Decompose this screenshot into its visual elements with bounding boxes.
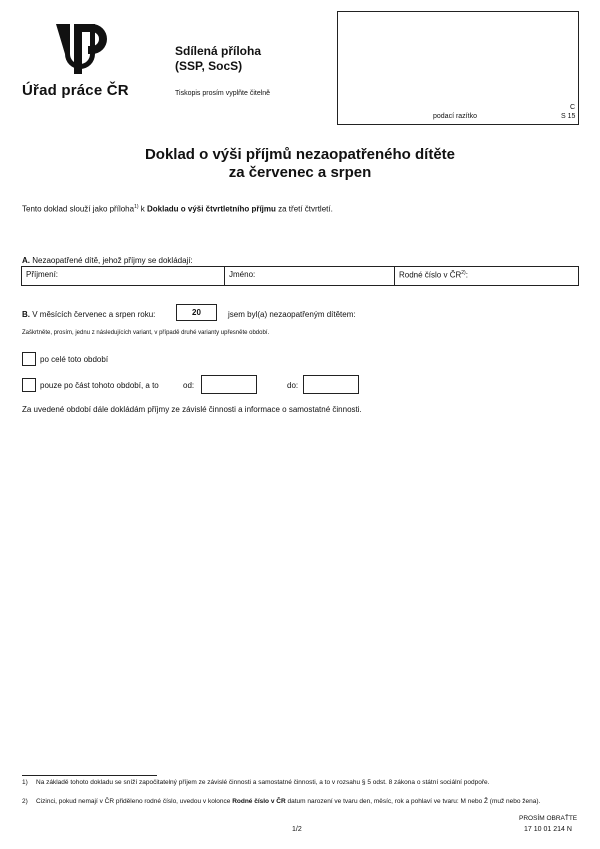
stamp-label: podací razítko bbox=[433, 113, 477, 120]
intro-after: za třetí čtvrtletí. bbox=[275, 204, 333, 214]
footnote-2 bbox=[22, 798, 578, 807]
form-code-number: S 15 bbox=[561, 113, 576, 120]
from-label: od: bbox=[183, 381, 195, 390]
intro-mid: k bbox=[138, 204, 147, 214]
section-a-label: Nezaopatřené dítě, jehož příjmy se dokládají: bbox=[30, 256, 193, 265]
footnote-2-bold: Rodné číslo v ČR bbox=[232, 798, 286, 805]
partial-period-label: pouze po část tohoto období, a to bbox=[40, 381, 159, 390]
footnote-2-after: datum narození ve tvaru den, měsíc, rok a pohlaví ve tvaru: M nebo Ž (muž nebo žena). bbox=[285, 798, 541, 805]
first-name-label: Jméno: bbox=[229, 270, 256, 279]
intro-before: Tento doklad slouží jako příloha bbox=[22, 204, 135, 214]
document-title-line1: Doklad o výši příjmů nezaopatřeného dítěte bbox=[144, 146, 456, 163]
birth-number-colon: : bbox=[465, 270, 468, 280]
form-subtitle: (SSP, SocS) bbox=[175, 59, 243, 73]
birth-number-label: Rodné číslo v ČR bbox=[399, 270, 462, 280]
form-title: Sdílená příloha bbox=[175, 44, 262, 58]
document-code: 17 10 01 214 N bbox=[524, 826, 572, 833]
to-label: do: bbox=[287, 381, 299, 390]
stamp-box bbox=[337, 11, 579, 125]
to-date-field[interactable] bbox=[303, 375, 359, 394]
section-b-after-label: jsem byl(a) nezaopatřeným dítětem: bbox=[228, 310, 356, 319]
footnote-1-number: 1) bbox=[22, 779, 28, 786]
footnote-1-text: Na základě tohoto dokladu se sníží započitatelný příjem ze závislé činnosti a samostatné činnosti, a to v rozsahu § 5 odst. 8 zákona o státní sociální podpoře. bbox=[36, 779, 490, 786]
intro-text bbox=[22, 204, 333, 214]
section-b-label: V měsících červenec a srpen roku: bbox=[30, 310, 156, 319]
intro-bold: Dokladu o výši čtvrtletního příjmu bbox=[146, 204, 276, 214]
document-title-line2: za červenec a srpen bbox=[228, 164, 372, 181]
first-name-field[interactable] bbox=[225, 267, 395, 285]
child-identity-table bbox=[21, 266, 579, 286]
surname-field[interactable] bbox=[22, 267, 225, 285]
closing-text: Za uvedené období dále dokládám příjmy ze závislé činnosti a informace o samostatné činnosti. bbox=[22, 405, 362, 414]
instruction-text: Zaškrtněte, prosím, jednu z následujících variant, v případě druhé varianty upřesněte období. bbox=[22, 330, 270, 336]
section-a-letter: A. bbox=[22, 256, 30, 265]
birth-number-field[interactable] bbox=[395, 267, 578, 285]
footnote-2-number: 2) bbox=[22, 798, 28, 805]
footnote-2-text bbox=[36, 798, 540, 807]
footnote-ref-1: 1) bbox=[134, 204, 139, 210]
surname-label: Příjmení: bbox=[26, 270, 59, 279]
footnote-divider bbox=[22, 775, 157, 776]
full-period-checkbox[interactable] bbox=[22, 352, 36, 366]
page-number: 1/2 bbox=[292, 826, 302, 833]
footnote-2-before: Cizinci, pokud nemají v ČR přiděleno rodné číslo, uvedou v kolonce bbox=[36, 798, 233, 805]
partial-period-checkbox[interactable] bbox=[22, 378, 36, 392]
org-name: Úřad práce ČR bbox=[22, 82, 129, 99]
document-title bbox=[0, 146, 600, 182]
section-b-heading bbox=[22, 310, 155, 319]
from-date-field[interactable] bbox=[201, 375, 257, 394]
form-code-letter: C bbox=[570, 104, 576, 111]
year-field[interactable]: 20 bbox=[176, 304, 217, 321]
full-period-label: po celé toto období bbox=[40, 355, 109, 364]
print-note: Tiskopis prosím vyplňte čitelně bbox=[175, 90, 271, 97]
section-a-heading bbox=[22, 256, 193, 265]
section-b-letter: B. bbox=[22, 310, 30, 319]
footnote-ref-2: 2) bbox=[461, 270, 466, 276]
footnote-1 bbox=[22, 779, 578, 788]
up-logo-icon bbox=[52, 20, 112, 80]
turn-over-note: PROSÍM OBRAŤTE bbox=[519, 815, 578, 822]
